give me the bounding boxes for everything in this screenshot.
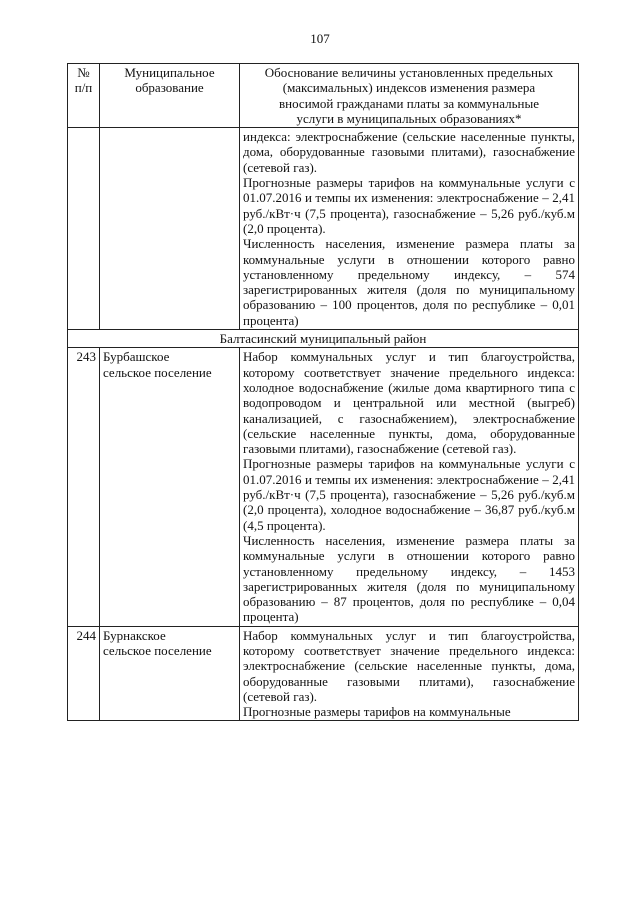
- table-row: [68, 348, 579, 626]
- cell-number: 244: [68, 626, 100, 721]
- cell-number: 243: [68, 348, 100, 626]
- page-number: 107: [310, 31, 330, 46]
- table-row: [68, 626, 579, 721]
- header-municipality: Муниципальное образование: [100, 64, 240, 128]
- district-name: Балтасинский муниципальный район: [68, 330, 579, 348]
- cell-justification: Набор коммунальных услуг и тип благоустройства, которому соответствует значение предельного индекса: холодное водоснабжение (жилые дома квартирного типа с водопроводом и центральной или местной (выгреб) канализацией, с газоснабжением), электроснабжение (сельские населенные пункты, дома, оборудованные газовыми плитами), газоснабжение (сетевой газ). Прогнозные размеры тарифов на коммунальные услуги с 01.07.2016 и темпы их изменения: электроснабжение – 2,41 руб./кВт·ч (7,5 процента), газоснабжение – 5,26 руб./куб.м (2,0 процента), холодное водоснабжение – 36,87 руб./куб.м (4,5 процента). Численность населения, изменение размера платы за коммунальные услуги в отношении которого равно установленному предельному индексу, – 1453 зарегистрированных жителя (доля по муниципальному образованию – 87 процентов, доля по республике – 0,04 процента): [240, 348, 579, 626]
- cell-number: [68, 128, 100, 330]
- table-header-row: [68, 64, 579, 128]
- municipal-index-table: [67, 63, 579, 721]
- cell-municipality: [100, 128, 240, 330]
- district-row: [68, 330, 579, 348]
- table-row: [68, 128, 579, 330]
- cell-municipality: Бурнакское сельское поселение: [100, 626, 240, 721]
- header-justification: Обоснование величины установленных предельных (максимальных) индексов изменения размера вносимой гражданами платы за коммунальные услуги в муниципальных образованиях*: [240, 64, 579, 128]
- header-number: № п/п: [68, 64, 100, 128]
- cell-justification: Набор коммунальных услуг и тип благоустройства, которому соответствует значение предельного индекса: электроснабжение (сельские населенные пункты, дома, оборудованные газовыми плитами), газоснабжение (сетевой газ). Прогнозные размеры тарифов на коммунальные: [240, 626, 579, 721]
- cell-justification: индекса: электроснабжение (сельские населенные пункты, дома, оборудованные газовыми плитами), газоснабжение (сетевой газ). Прогнозные размеры тарифов на коммунальные услуги с 01.07.2016 и темпы их изменения: электроснабжение – 2,41 руб./кВт·ч (7,5 процента), газоснабжение – 5,26 руб./куб.м (2,0 процента). Численность населения, изменение размера платы за коммунальные услуги в отношении которого равно установленному предельному индексу, – 574 зарегистрированных жителя (доля по муниципальному образованию – 100 процентов, доля по республике – 0,01 процента): [240, 128, 579, 330]
- cell-municipality: Бурбашское сельское поселение: [100, 348, 240, 626]
